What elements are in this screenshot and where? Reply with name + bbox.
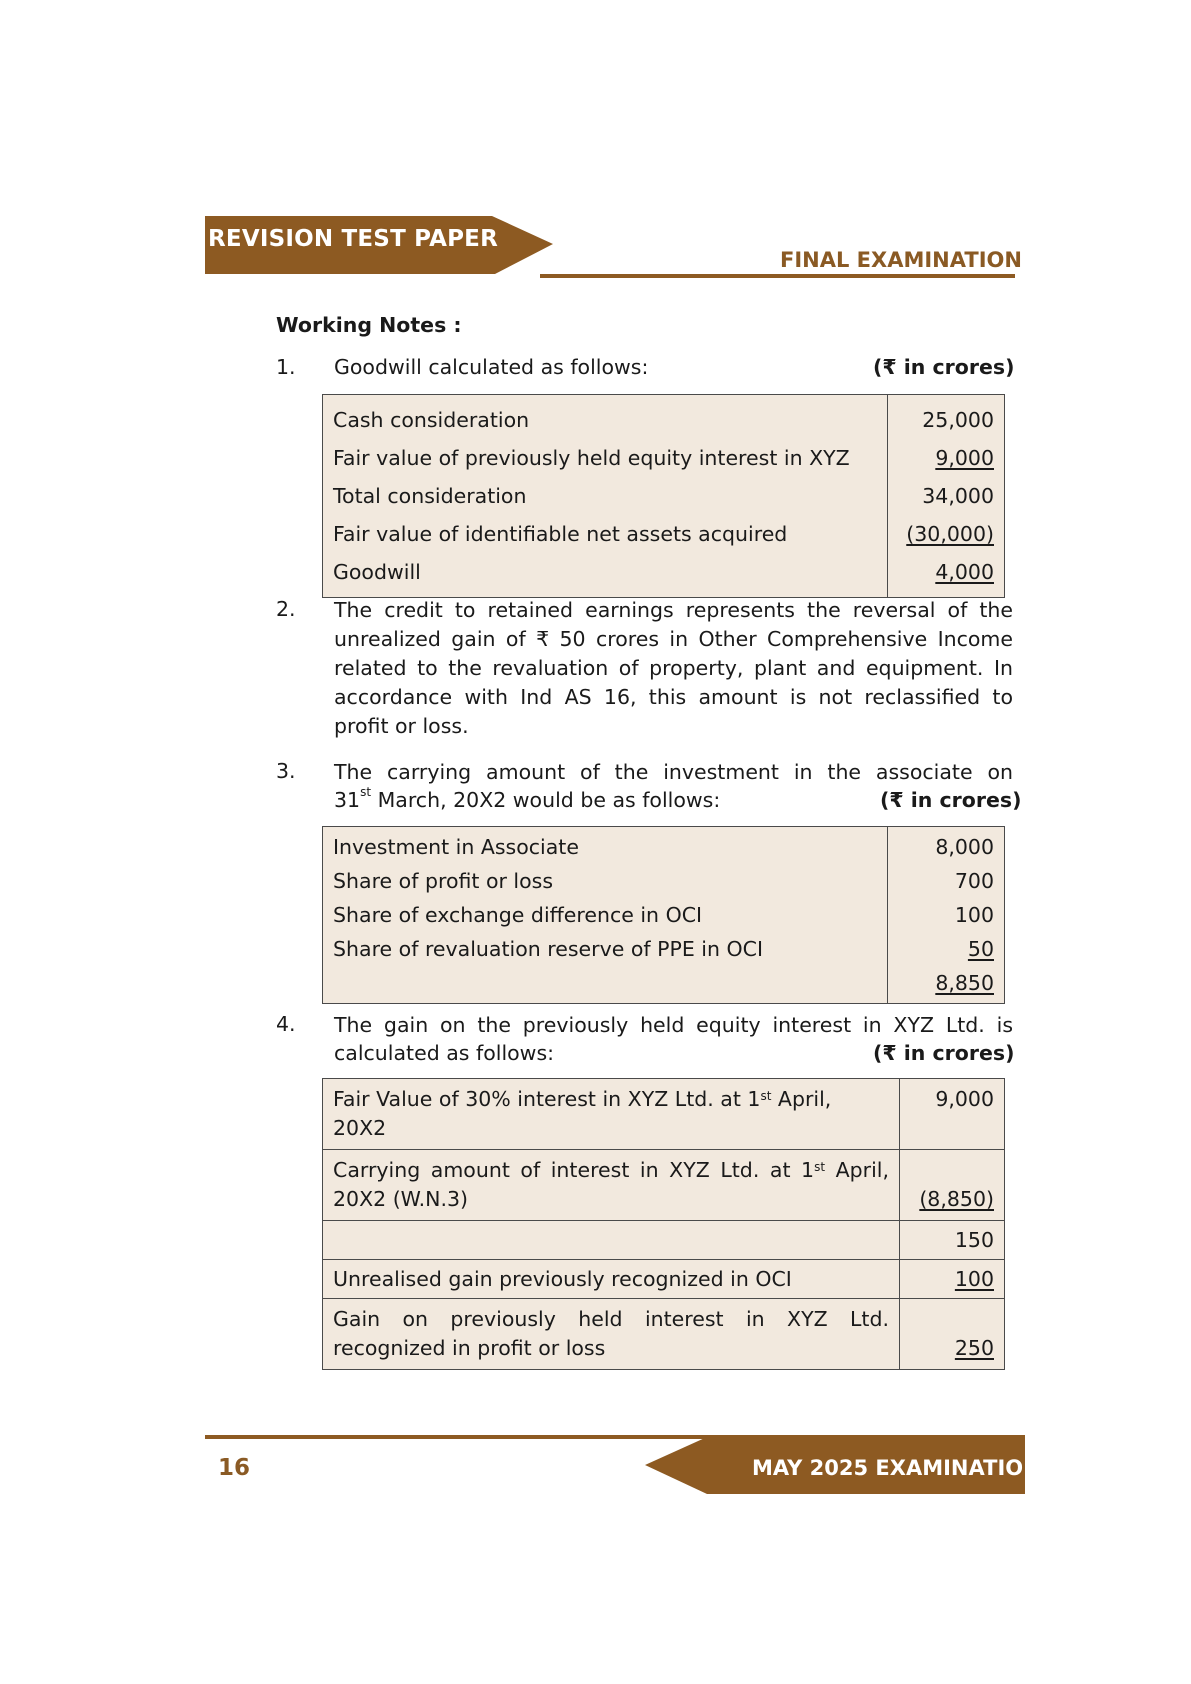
- note-4-unit: (₹ in crores): [873, 1041, 1015, 1065]
- table-row-amount: 34,000: [922, 484, 994, 508]
- table-row-label: Fair value of identifiable net assets acquired: [333, 522, 788, 546]
- table-row-label: Share of profit or loss: [333, 869, 554, 893]
- table-row-amount: 9,000: [935, 446, 994, 470]
- header-left-label: REVISION TEST PAPER: [208, 226, 498, 252]
- goodwill-amounts: [888, 395, 1005, 598]
- table-row-label: Share of exchange difference in OCI: [333, 903, 703, 927]
- table-row-amount: 100: [954, 1267, 994, 1291]
- table-row-amount: 9,000: [900, 1079, 1005, 1150]
- note-2-number: 2.: [276, 597, 296, 621]
- investment-table: [322, 826, 1005, 1004]
- note-1-unit: (₹ in crores): [873, 355, 1015, 379]
- table-row-amount: (8,850): [919, 1187, 994, 1211]
- footer-exam-label: MAY 2025 EXAMINATION: [752, 1456, 1041, 1480]
- investment-labels: [323, 827, 888, 1004]
- note-3-text-line2: [334, 785, 721, 812]
- table-row-amount: 8,850: [935, 971, 994, 995]
- table-row-amount: 50: [967, 937, 994, 961]
- table-row-amount: 250: [954, 1336, 994, 1360]
- table-row-label: Total consideration: [333, 484, 527, 508]
- page-number: 16: [218, 1455, 251, 1481]
- table-row-label: Cash consideration: [333, 408, 530, 432]
- note-4-text-line2: calculated as follows:: [334, 1041, 555, 1065]
- note-2-text: The credit to retained earnings represents the reversal of the unrealized gain of ₹ 50 crores in Other Comprehensive Income related to the revaluation of property, plant and equipment. In accordance with Ind AS 16, this amount is not reclassified to profit or loss.: [334, 598, 1013, 738]
- investment-amounts: [888, 827, 1005, 1004]
- goodwill-table: [322, 394, 1005, 598]
- note-4-text-line1: The gain on the previously held equity interest in XYZ Ltd. is: [334, 1013, 1013, 1037]
- table-row-label: [333, 966, 877, 1000]
- table-row-label: Fair value of previously held equity interest in XYZ: [333, 446, 850, 470]
- note-3-unit: (₹ in crores): [880, 788, 1022, 812]
- gain-label-carrying: Carrying amount of interest in XYZ Ltd. at 1st April, 20X2 (W.N.3): [323, 1150, 900, 1221]
- table-row-amount: (30,000): [906, 522, 994, 546]
- header-right-label: FINAL EXAMINATION: [780, 248, 1022, 272]
- gain-table: [322, 1078, 1005, 1370]
- note-1-text: Goodwill calculated as follows:: [334, 355, 649, 379]
- gain-label-unrealised: Unrealised gain previously recognized in OCI: [323, 1260, 900, 1299]
- table-row-amount: 8,000: [935, 835, 994, 859]
- gain-label-fair-value: Fair Value of 30% interest in XYZ Ltd. at 1st April, 20X2: [323, 1079, 900, 1150]
- note-3-number: 3.: [276, 759, 296, 783]
- table-row-amount: 25,000: [922, 408, 994, 432]
- note-3-date-rest: March, 20X2 would be as follows:: [371, 788, 721, 812]
- section-title: Working Notes :: [276, 313, 462, 337]
- gain-label-subtotal: [323, 1221, 900, 1260]
- table-row-label: Share of revaluation reserve of PPE in OCI: [333, 937, 764, 961]
- note-3-day-suffix: st: [360, 785, 372, 799]
- note-1-number: 1.: [276, 355, 296, 379]
- table-row-label: Goodwill: [333, 560, 421, 584]
- table-row-amount: 100: [954, 903, 994, 927]
- note-4-number: 4.: [276, 1012, 296, 1036]
- table-row-amount: 150: [900, 1221, 1005, 1260]
- note-3-text-line1: The carrying amount of the investment in the associate on: [334, 760, 1013, 784]
- table-row-amount: 4,000: [935, 560, 994, 584]
- note-3-day: 31: [334, 788, 361, 812]
- goodwill-labels: [323, 395, 888, 598]
- gain-label-recognized: Gain on previously held interest in XYZ Ltd. recognized in profit or loss: [323, 1299, 900, 1370]
- table-row-label: Investment in Associate: [333, 835, 579, 859]
- table-row-amount: 700: [954, 869, 994, 893]
- header-rule: [540, 274, 1015, 278]
